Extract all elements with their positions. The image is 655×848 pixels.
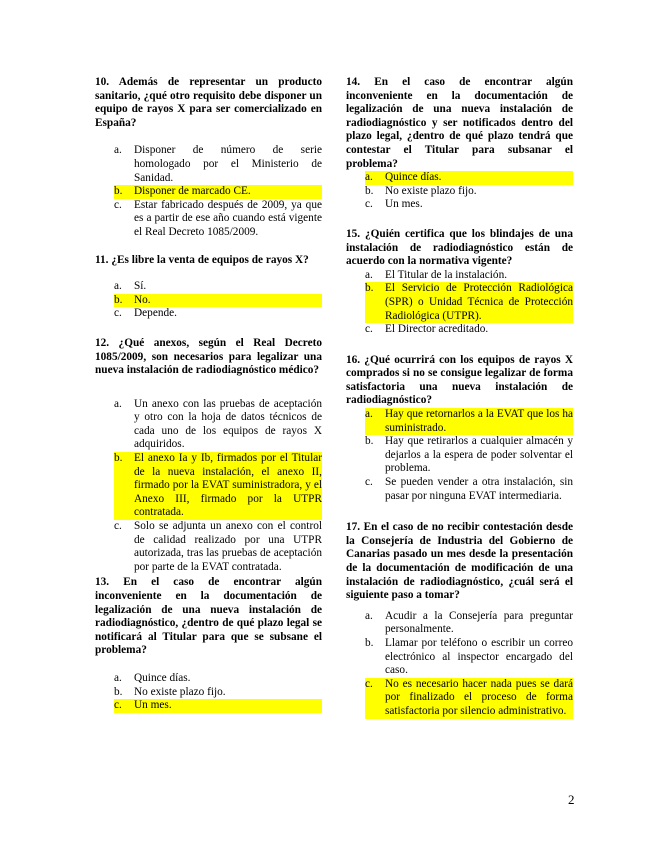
option-letter: b. xyxy=(114,452,123,465)
question-block xyxy=(346,76,573,212)
option-letter: b. xyxy=(365,435,374,448)
option-letter: b. xyxy=(365,184,374,197)
answer-option-highlighted xyxy=(346,408,573,435)
option-letter: b. xyxy=(365,282,374,295)
option-text: Solo se adjunta un anexo con el control de calidad realizado por una UTPR autorizada, tras las pruebas de aceptación por parte de la EVAT contratada. xyxy=(134,520,322,573)
answer-options xyxy=(346,171,573,212)
answer-option xyxy=(95,672,322,686)
option-text: Sí. xyxy=(134,280,147,293)
option-text: Un mes. xyxy=(385,198,423,211)
answer-option-highlighted xyxy=(95,185,322,199)
option-letter: c. xyxy=(365,677,373,690)
answer-option-highlighted xyxy=(346,171,573,185)
option-letter: c. xyxy=(365,198,373,211)
answer-option xyxy=(346,198,573,212)
question-block xyxy=(95,576,322,712)
option-text: No existe plazo fijo. xyxy=(385,184,477,197)
answer-option xyxy=(95,144,322,185)
option-letter: c. xyxy=(114,520,122,533)
answer-options xyxy=(95,398,322,575)
option-text: Depende. xyxy=(134,307,177,320)
option-letter: a. xyxy=(114,144,122,157)
option-letter: c. xyxy=(365,323,373,336)
question-text: 11. ¿Es libre la venta de equipos de rayos X? xyxy=(95,253,309,266)
option-letter: c. xyxy=(114,198,122,211)
question-text: 16. ¿Qué ocurrirá con los equipos de rayos X comprados si no se consigue legalizar de forma satisfactoria una nueva instalación de radiodiagnóstico? xyxy=(346,353,573,407)
option-text: Un mes. xyxy=(134,699,172,712)
option-text: Hay que retornarlos a la EVAT que los ha suministrado. xyxy=(385,408,573,434)
option-letter: b. xyxy=(114,293,123,306)
right-column xyxy=(346,76,573,719)
question-text: 15. ¿Quién certifica que los blindajes de una instalación de radiodiagnóstico están de acuerdo con la normativa vigente? xyxy=(346,227,573,268)
question-text: 14. En el caso de encontrar algún inconveniente en la documentación de legalización de una nueva instalación de radiodiagnóstico y ser notificados dentro del plazo legal, ¿dentro de qué plazo tendrá que contestar el Titular para subsanar el problema? xyxy=(346,76,573,170)
option-letter: a. xyxy=(114,671,122,684)
option-text: Se pueden vender a otra instalación, sin pasar por ninguna EVAT intermediaria. xyxy=(385,476,573,502)
option-letter: a. xyxy=(365,609,373,622)
question-block xyxy=(346,521,573,718)
answer-option xyxy=(346,185,573,199)
option-text: El Director acreditado. xyxy=(385,323,489,336)
option-text: El anexo Ia y Ib, firmados por el Titular de la nueva instalación, el anexo II, firmado por la EVAT suministradora, y el Anexo III, firmado por la UTPR contratada. xyxy=(134,452,322,519)
answer-option-highlighted xyxy=(95,452,322,520)
option-text: No es necesario hacer nada pues se dará por finalizado el proceso de forma satisfactoria por silencio administrativo. xyxy=(385,677,573,717)
option-text: Disponer de número de serie homologado por el Ministerio de Sanidad. xyxy=(134,144,322,184)
answer-option xyxy=(346,476,573,503)
option-letter: c. xyxy=(114,307,122,320)
answer-options xyxy=(95,280,322,321)
answer-option-highlighted xyxy=(95,699,322,713)
answer-options xyxy=(95,672,322,713)
option-letter: a. xyxy=(365,408,373,421)
page-number: 2 xyxy=(568,792,575,807)
option-text: El Servicio de Protección Radiológica (SPR) o Unidad Técnica de Protección Radiológica (UTPR). xyxy=(385,282,573,322)
answer-option xyxy=(346,610,573,637)
option-letter: c. xyxy=(114,699,122,712)
option-letter: c. xyxy=(365,476,373,489)
option-text: Disponer de marcado CE. xyxy=(134,185,251,198)
option-text: Hay que retirarlos a cualquier almacén y dejarlos a la espera de poder solventar el problema. xyxy=(385,435,573,475)
option-letter: b. xyxy=(114,685,123,698)
option-text: No existe plazo fijo. xyxy=(134,685,226,698)
answer-option xyxy=(346,637,573,678)
question-block xyxy=(95,337,322,575)
answer-option-highlighted xyxy=(346,282,573,323)
answer-option xyxy=(95,199,322,240)
option-text: El Titular de la instalación. xyxy=(385,268,508,281)
question-block xyxy=(346,228,573,337)
option-text: No. xyxy=(134,293,151,306)
option-letter: b. xyxy=(114,185,123,198)
answer-options xyxy=(346,269,573,337)
answer-option xyxy=(95,520,322,574)
option-text: Un anexo con las pruebas de aceptación y otro con la hoja de datos técnicos de cada uno de los equipos de rayos X adquiridos. xyxy=(134,397,322,451)
answer-option xyxy=(346,323,573,337)
question-text: 10. Además de representar un producto sanitario, ¿qué otro requisito debe disponer un equipo de rayos X para ser comercializado en España? xyxy=(95,76,322,129)
option-text: Estar fabricado después de 2009, ya que es a partir de ese año cuando está vigente el Real Decreto 1085/2009. xyxy=(134,198,322,238)
option-text: Quince días. xyxy=(134,671,191,684)
option-letter: a. xyxy=(114,280,122,293)
answer-option-highlighted xyxy=(95,294,322,308)
question-block xyxy=(95,254,322,321)
question-text: 13. En el caso de encontrar algún inconveniente en la documentación de legalización de una nueva instalación de radiodiagnóstico, ¿dentro de qué plazo legal se notificará al Titular para que se subsane el problema? xyxy=(95,576,322,657)
answer-option xyxy=(346,269,573,283)
question-text: 17. En el caso de no recibir contestación desde la Consejería de Industria del Gobierno de Canarias pasado un mes desde la presentación de la documentación de modificación de una instalación de radiodiagnóstico, ¿cuál será el siguiente paso a tomar? xyxy=(346,521,573,602)
option-letter: b. xyxy=(365,636,374,649)
option-letter: a. xyxy=(365,171,373,184)
question-text: 12. ¿Qué anexos, según el Real Decreto 1085/2009, son necesarios para legalizar una nueva instalación de radiodiagnóstico médico? xyxy=(95,336,322,377)
option-text: Llamar por teléfono o escribir un correo electrónico al inspector encargado del caso. xyxy=(385,636,573,677)
question-block xyxy=(95,76,322,240)
option-letter: a. xyxy=(365,268,373,281)
answer-options xyxy=(95,144,322,239)
answer-option xyxy=(346,435,573,476)
option-text: Acudir a la Consejería para preguntar personalmente. xyxy=(385,609,573,636)
answer-options xyxy=(346,610,573,719)
answer-option xyxy=(95,307,322,321)
answer-option xyxy=(95,686,322,700)
answer-option xyxy=(95,280,322,294)
option-text: Quince días. xyxy=(385,171,442,184)
answer-option xyxy=(95,398,322,452)
answer-option-highlighted xyxy=(346,678,573,719)
question-block xyxy=(346,354,573,504)
option-letter: a. xyxy=(114,397,122,410)
left-column xyxy=(95,76,322,713)
answer-options xyxy=(346,408,573,503)
